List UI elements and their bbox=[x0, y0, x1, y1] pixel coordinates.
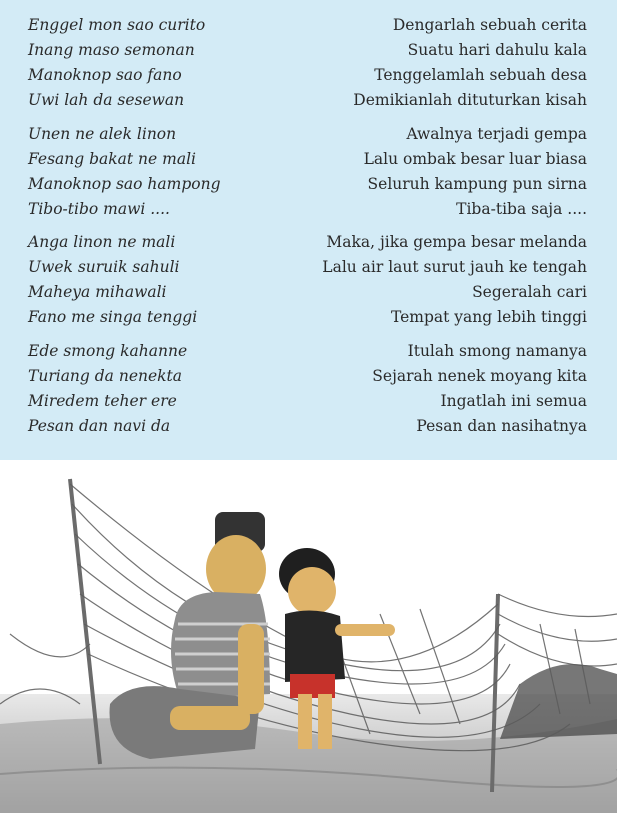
poem-line bbox=[0, 364, 617, 389]
poem-line bbox=[0, 230, 617, 255]
poem-line bbox=[0, 255, 617, 280]
grandfather-figure bbox=[110, 512, 271, 759]
poem-line bbox=[0, 280, 617, 305]
indonesian-line: Dengarlah sebuah cerita bbox=[392, 16, 587, 34]
poem-line bbox=[0, 122, 617, 147]
sketch-illustration bbox=[0, 474, 617, 813]
simeulue-line: Fano me singa tenggi bbox=[28, 308, 198, 326]
indonesian-line: Lalu ombak besar luar biasa bbox=[363, 150, 587, 168]
simeulue-line: Anga linon ne mali bbox=[28, 233, 176, 251]
poem-line bbox=[0, 13, 617, 38]
indonesian-line: Seluruh kampung pun sirna bbox=[367, 175, 587, 193]
indonesian-line: Lalu air laut surut jauh ke tengah bbox=[322, 258, 587, 276]
poem-line bbox=[0, 63, 617, 88]
poem-line bbox=[0, 172, 617, 197]
simeulue-line: Manoknop sao hampong bbox=[28, 175, 221, 193]
poem-line bbox=[0, 339, 617, 364]
indonesian-line: Tempat yang lebih tinggi bbox=[390, 308, 587, 326]
stanza-4 bbox=[0, 339, 617, 439]
poem-line bbox=[0, 197, 617, 222]
indonesian-line: Tenggelamlah sebuah desa bbox=[374, 66, 587, 84]
indonesian-line: Segeralah cari bbox=[472, 283, 587, 301]
simeulue-line: Uwi lah da sesewan bbox=[28, 91, 185, 109]
stanza-3 bbox=[0, 230, 617, 330]
poem-line bbox=[0, 389, 617, 414]
indonesian-line: Sejarah nenek moyang kita bbox=[372, 367, 587, 385]
poem-line bbox=[0, 88, 617, 113]
simeulue-line: Manoknop sao fano bbox=[28, 66, 182, 84]
simeulue-line: Pesan dan navi da bbox=[28, 417, 171, 435]
indonesian-line: Ingatlah ini semua bbox=[440, 392, 587, 410]
simeulue-line: Fesang bakat ne mali bbox=[28, 150, 196, 168]
simeulue-line: Inang maso semonan bbox=[28, 41, 195, 59]
simeulue-line: Turiang da nenekta bbox=[28, 367, 183, 385]
poem-line bbox=[0, 305, 617, 330]
indonesian-line: Tiba-tiba saja .... bbox=[456, 200, 587, 218]
illustration-grandfather-child-fishing-net bbox=[0, 474, 617, 813]
simeulue-line: Maheya mihawali bbox=[28, 283, 167, 301]
indonesian-line: Itulah smong namanya bbox=[407, 342, 587, 360]
indonesian-line: Suatu hari dahulu kala bbox=[407, 41, 587, 59]
simeulue-line: Ede smong kahanne bbox=[28, 342, 188, 360]
indonesian-line: Awalnya terjadi gempa bbox=[406, 125, 587, 143]
indonesian-line: Maka, jika gempa besar melanda bbox=[326, 233, 587, 251]
simeulue-line: Enggel mon sao curito bbox=[28, 16, 206, 34]
poem-line bbox=[0, 38, 617, 63]
stanza-2 bbox=[0, 122, 617, 222]
simeulue-line: Miredem teher ere bbox=[28, 392, 177, 410]
indonesian-line: Demikianlah dituturkan kisah bbox=[353, 91, 587, 109]
dark-mound bbox=[500, 664, 617, 739]
poem-line bbox=[0, 147, 617, 172]
simeulue-line: Tibo-tibo mawi .... bbox=[28, 200, 170, 218]
poem-line bbox=[0, 414, 617, 439]
indonesian-line: Pesan dan nasihatnya bbox=[416, 417, 587, 435]
stanza-1 bbox=[0, 13, 617, 113]
simeulue-line: Unen ne alek linon bbox=[28, 125, 177, 143]
simeulue-line: Uwek suruik sahuli bbox=[28, 258, 180, 276]
